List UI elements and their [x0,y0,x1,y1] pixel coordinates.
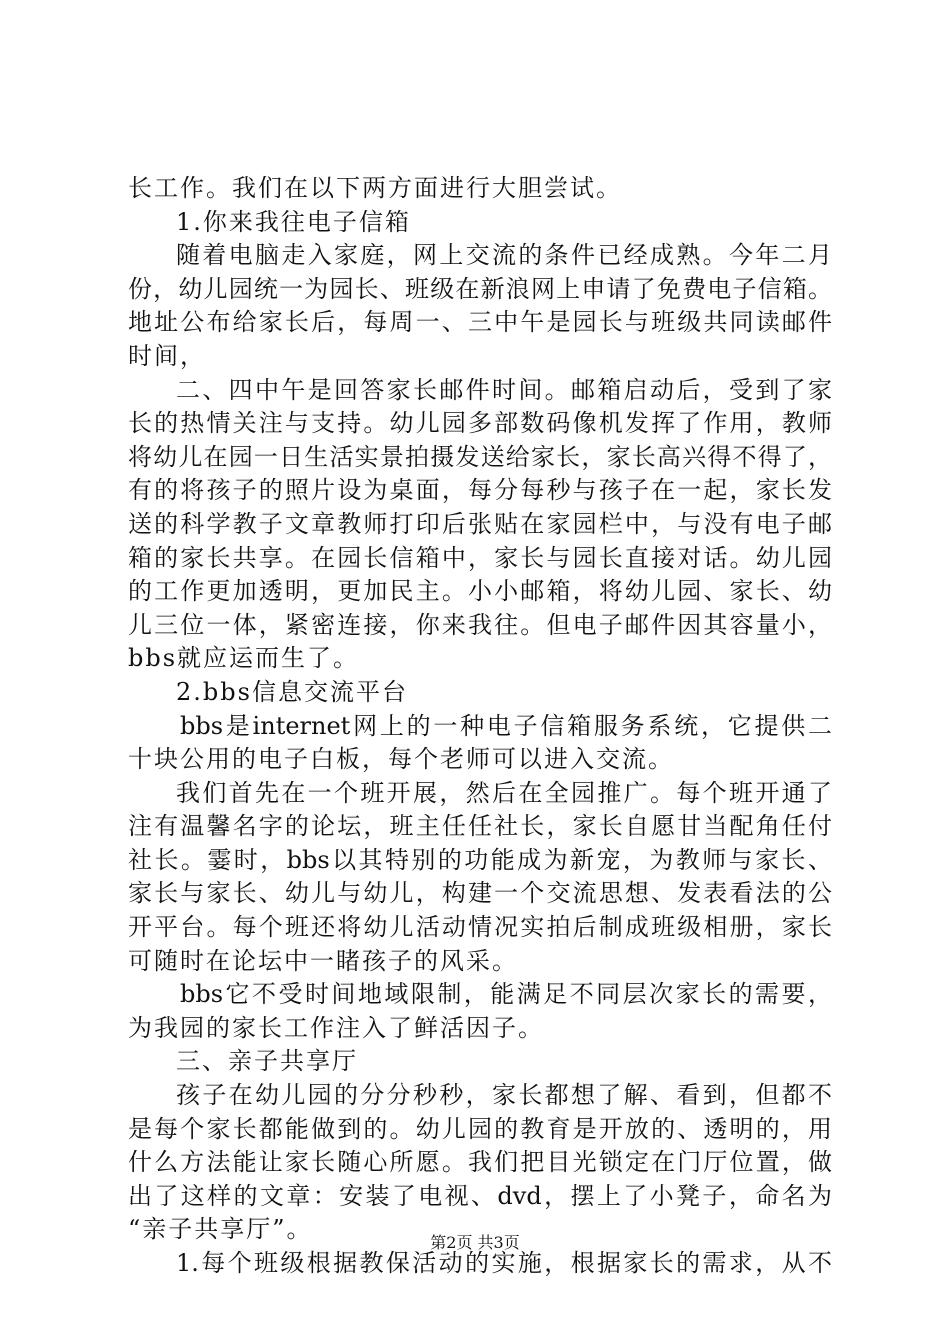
paragraph-line: 可随时在论坛中一睹孩子的风采。 [128,946,518,975]
paragraph-line: 份，幼儿园统一为园长、班级在新浪网上申请了免费电子信箱。 [128,274,832,303]
paragraph-line: 将幼儿在园一日生活实景拍摄发送给家长，家长高兴得不得了， [128,442,832,471]
section-heading: 三、亲子共享厅 [176,1047,358,1076]
document-body [128,172,832,1281]
paragraph-line: 地址公布给家长后，每周一、三中午是园长与班级共同读邮件 [128,308,832,337]
paragraph-line: 注有温馨名字的论坛，班主任任社长，家长自愿甘当配角任付 [128,812,832,841]
paragraph-line: 儿三位一体，紧密连接，你来我往。但电子邮件因其容量小， [128,610,832,639]
paragraph-line: bbs就应运而生了。 [128,644,360,673]
paragraph-line: “亲子共享厅”。 [128,1215,313,1244]
paragraph-line: 社长。霎时，bbs以其特别的功能成为新宠，为教师与家长、 [128,845,832,874]
paragraph-line: 是每个家长都能做到的。幼儿园的教育是开放的、透明的，用 [128,1114,832,1143]
paragraph-line: 箱的家长共享。在园长信箱中，家长与园长直接对话。幼儿园 [128,543,832,572]
paragraph-line: 出了这样的文章：安装了电视、dvd，摆上了小凳子，命名为 [128,1181,832,1210]
paragraph-line: 长的热情关注与支持。幼儿园多部数码像机发挥了作用，教师 [128,409,832,438]
paragraph-line: 开平台。每个班还将幼儿活动情况实拍后制成班级相册，家长 [128,913,832,942]
page-footer: 第2页 共3页 [430,1233,520,1252]
paragraph-line: 有的将孩子的照片设为桌面，每分每秒与孩子在一起，家长发 [128,476,832,505]
paragraph-line: 孩子在幼儿园的分分秒秒，家长都想了解、看到，但都不 [176,1081,832,1110]
paragraph-line: bbs它不受时间地域限制，能满足不同层次家长的需要， [180,980,832,1009]
section-heading: 1.你来我往电子信箱 [176,207,411,236]
paragraph-line: 家长与家长、幼儿与幼儿，构建一个交流思想、发表看法的公 [128,879,832,908]
paragraph-line: 为我园的家长工作注入了鲜活因子。 [128,1013,544,1042]
paragraph-line: 1.每个班级根据教保活动的实施，根据家长的需求，从不 [176,1249,832,1277]
paragraph-line: 我们首先在一个班开展，然后在全园推广。每个班开通了 [176,778,832,807]
paragraph-line: 随着电脑走入家庭，网上交流的条件已经成熟。今年二月 [176,241,832,270]
paragraph-line: 十块公用的电子白板，每个老师可以进入交流。 [128,745,674,774]
paragraph-line: 什么方法能让家长随心所愿。我们把目光锁定在门厅位置，做 [128,1148,832,1177]
section-heading: 2.bbs信息交流平台 [176,677,408,706]
paragraph-line: 送的科学教子文章教师打印后张贴在家园栏中，与没有电子邮 [128,509,832,538]
paragraph-line: 的工作更加透明，更加民主。小小邮箱，将幼儿园、家长、幼 [128,577,832,606]
paragraph-line: 二、四中午是回答家长邮件时间。邮箱启动后，受到了家 [176,375,832,404]
paragraph-line: 时间， [128,341,206,370]
paragraph-line: bbs是internet网上的一种电子信箱服务系统，它提供二 [180,711,832,740]
text-line: 长工作。我们在以下两方面进行大胆尝试。 [128,174,622,202]
